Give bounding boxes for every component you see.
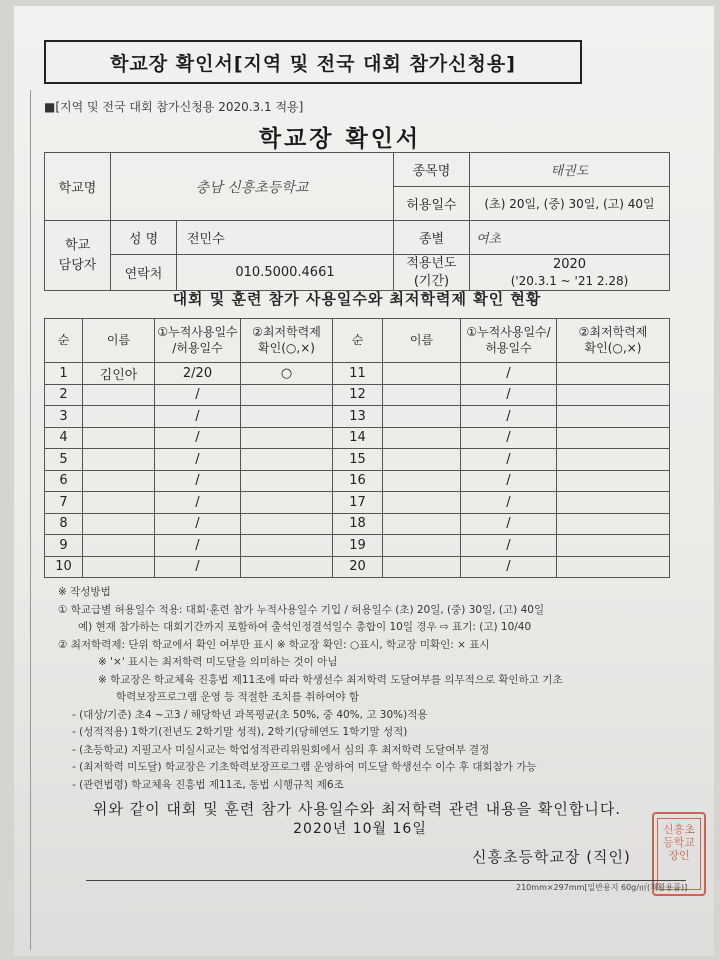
- cell-name: [83, 513, 155, 535]
- school-label: 학교명: [45, 153, 111, 221]
- cell-check: ○: [241, 363, 333, 385]
- cell-no: 2: [45, 384, 83, 406]
- cell-days: /: [155, 384, 241, 406]
- cell-name: [83, 406, 155, 428]
- cell-check: [241, 470, 333, 492]
- document-title: 학교장 확인서: [258, 126, 422, 152]
- period-value: ('20.3.1 ~ '21 2.28): [510, 274, 629, 289]
- sport-value: 태권도: [470, 153, 670, 187]
- note-item: 예) 현재 참가하는 대회기간까지 포함하여 출석인정결석일수 총합이 10일 경우 ⇨ 표기: (고) 10/40: [78, 621, 532, 633]
- table-row: [45, 535, 670, 557]
- table-row: [45, 406, 670, 428]
- cell-no: 13: [333, 406, 383, 428]
- cell-days: /: [155, 449, 241, 471]
- cell-name: [83, 384, 155, 406]
- note-item: ② 최저학력제: 단위 학교에서 확인 여부만 표시 ※ 학교장 확인: ○표시, 학교장 미확인: × 표시: [58, 638, 490, 651]
- section-title: 대회 및 훈련 참가 사용일수와 최저학력제 확인 현황: [172, 290, 542, 308]
- cell-check: [557, 492, 670, 514]
- cell-no: 5: [45, 449, 83, 471]
- cell-days: /: [461, 384, 557, 406]
- notes-block: [58, 584, 678, 794]
- header-check-left: ②최저학력제 확인(○,×): [241, 319, 333, 363]
- cell-check: [557, 427, 670, 449]
- cell-check: [241, 492, 333, 514]
- cell-check: [241, 535, 333, 557]
- cell-days: /: [155, 513, 241, 535]
- year-value: 2020: [552, 257, 587, 273]
- cell-check: [557, 513, 670, 535]
- cell-no: 16: [333, 470, 383, 492]
- cell-name: [383, 513, 461, 535]
- cell-name: [383, 406, 461, 428]
- cell-days: /: [461, 513, 557, 535]
- signer-line: 신흥초등학교장 (직인): [472, 848, 631, 866]
- cell-name: [383, 492, 461, 514]
- cell-no: 9: [45, 535, 83, 557]
- header-days-right: ①누적사용일수/ 허용일수: [461, 319, 557, 363]
- cell-days: /: [155, 556, 241, 578]
- cell-days: /: [461, 406, 557, 428]
- cell-check: [241, 513, 333, 535]
- table-row: [45, 384, 670, 406]
- cell-no: 18: [333, 513, 383, 535]
- participation-table: [44, 318, 670, 578]
- cell-name: [383, 363, 461, 385]
- note-item: - (대상/기준) 초4 ~고3 / 해당학년 과목평균(초 50%, 중 40%, 고 30%)적용: [72, 708, 428, 721]
- contact-value: 010.5000.4661: [177, 255, 394, 291]
- cell-days: /: [155, 406, 241, 428]
- cell-days: /: [155, 492, 241, 514]
- cell-no: 14: [333, 427, 383, 449]
- cell-name: [383, 470, 461, 492]
- cell-check: [557, 449, 670, 471]
- cell-check: [557, 556, 670, 578]
- cell-check: [557, 470, 670, 492]
- cell-no: 17: [333, 492, 383, 514]
- note-item: - (관련법령) 학교체육 진흥법 제11조, 동법 시행규칙 제6조: [72, 778, 344, 791]
- footer-divider: [86, 880, 686, 881]
- cell-name: 김인아: [83, 363, 155, 385]
- cell-check: [241, 556, 333, 578]
- cell-check: [557, 363, 670, 385]
- cell-name: [83, 449, 155, 471]
- cell-name: [383, 427, 461, 449]
- table-row: [45, 363, 670, 385]
- contact-label: 연락처: [111, 255, 177, 291]
- cell-check: [557, 384, 670, 406]
- cell-check: [241, 384, 333, 406]
- cell-no: 3: [45, 406, 83, 428]
- gender-value: 여초: [470, 221, 670, 255]
- allowed-days-value: (초) 20일, (중) 30일, (고) 40일: [470, 187, 670, 221]
- cell-name: [83, 427, 155, 449]
- note-item: - (성적적용) 1학기(전년도 2학기말 성적), 2학기(당해연도 1학기말 성적): [72, 726, 408, 738]
- cell-check: [241, 427, 333, 449]
- header-name-left: 이름: [83, 319, 155, 363]
- table-row: [45, 556, 670, 578]
- note-item: 학력보장프로그램 운영 등 적절한 조치를 취하여야 함: [116, 691, 360, 703]
- note-item: - (최저학력 미도달) 학교장은 기초학력보장프로그램 운영하여 미도달 학생선수 이수 후 대회참가 가능: [72, 761, 537, 773]
- cell-no: 10: [45, 556, 83, 578]
- table-row: [45, 427, 670, 449]
- note-item: - (초등학교) 지필고사 미실시교는 학업성적관리위원회에서 심의 후 최저학력 도달여부 결정: [72, 743, 490, 756]
- allowed-days-label: 허용일수: [394, 187, 470, 221]
- school-value: 충남 신흥초등학교: [111, 153, 394, 221]
- table-row: [45, 513, 670, 535]
- cell-days: /: [155, 427, 241, 449]
- note-item: ① 학교급별 허용일수 적용: 대회·훈련 참가 누적사용일수 기입 / 허용일수 (초) 20일, (중) 30일, (고) 40일: [58, 603, 545, 616]
- gender-label: 종별: [394, 221, 470, 255]
- cell-check: [241, 406, 333, 428]
- note-item: ※ '×' 표시는 최저학력 미도달을 의미하는 것이 아님: [98, 656, 338, 668]
- cell-name: [383, 384, 461, 406]
- cell-no: 6: [45, 470, 83, 492]
- cell-name: [383, 449, 461, 471]
- cell-days: /: [461, 449, 557, 471]
- closing-statement: 위와 같이 대회 및 훈련 참가 사용일수와 최저학력 관련 내용을 확인합니다.: [92, 800, 622, 818]
- cell-no: 7: [45, 492, 83, 514]
- cell-name: [383, 535, 461, 557]
- cell-name: [83, 556, 155, 578]
- table-header-row: [45, 319, 670, 363]
- cell-days: /: [461, 535, 557, 557]
- year-label: 적용년도 (기간): [394, 255, 470, 291]
- header-days-left: ①누적사용일수 /허용일수: [155, 319, 241, 363]
- name-label: 성 명: [111, 221, 177, 255]
- cell-no: 4: [45, 427, 83, 449]
- cell-no: 1: [45, 363, 83, 385]
- year-cell: [470, 255, 670, 291]
- document-banner: 학교장 확인서[지역 및 전국 대회 참가신청용]: [44, 40, 582, 84]
- table-row: [45, 449, 670, 471]
- seal-text: 신흥초등학교장인: [657, 818, 701, 890]
- cell-name: [83, 470, 155, 492]
- name-value: 전민수: [177, 221, 394, 255]
- cell-days: /: [155, 535, 241, 557]
- cell-days: /: [155, 470, 241, 492]
- cell-check: [241, 449, 333, 471]
- table-row: [45, 492, 670, 514]
- note-heading: ※ 작성방법: [58, 586, 111, 598]
- cell-no: 15: [333, 449, 383, 471]
- cell-name: [383, 556, 461, 578]
- cell-days: /: [461, 492, 557, 514]
- form-reference: ■[지역 및 전국 대회 참가신청용 2020.3.1 적용]: [44, 100, 304, 114]
- cell-days: 2/20: [155, 363, 241, 385]
- cell-days: /: [461, 427, 557, 449]
- header-no-left: 순: [45, 319, 83, 363]
- cell-name: [83, 492, 155, 514]
- manager-label: 학교 담당자: [45, 221, 111, 291]
- table-row: [45, 470, 670, 492]
- header-no-right: 순: [333, 319, 383, 363]
- issue-date: 2020년 10월 16일: [293, 821, 427, 837]
- cell-check: [557, 406, 670, 428]
- cell-no: 11: [333, 363, 383, 385]
- header-name-right: 이름: [383, 319, 461, 363]
- note-item: ※ 학교장은 학교체육 진흥법 제11조에 따라 학생선수 최저학력 도달여부를 의무적으로 확인하고 기초: [98, 673, 563, 686]
- cell-no: 20: [333, 556, 383, 578]
- participation-table-body: [45, 319, 670, 578]
- paper-spec: 210mm×297mm[일반용지 60g/㎡(재활용품)]: [516, 883, 688, 892]
- cell-name: [83, 535, 155, 557]
- info-table: [44, 152, 670, 291]
- cell-days: /: [461, 470, 557, 492]
- cell-no: 8: [45, 513, 83, 535]
- cell-check: [557, 535, 670, 557]
- sport-label: 종목명: [394, 153, 470, 187]
- cell-no: 12: [333, 384, 383, 406]
- cell-days: /: [461, 556, 557, 578]
- cell-days: /: [461, 363, 557, 385]
- cell-no: 19: [333, 535, 383, 557]
- header-check-right: ②최저학력제 확인(○,×): [557, 319, 670, 363]
